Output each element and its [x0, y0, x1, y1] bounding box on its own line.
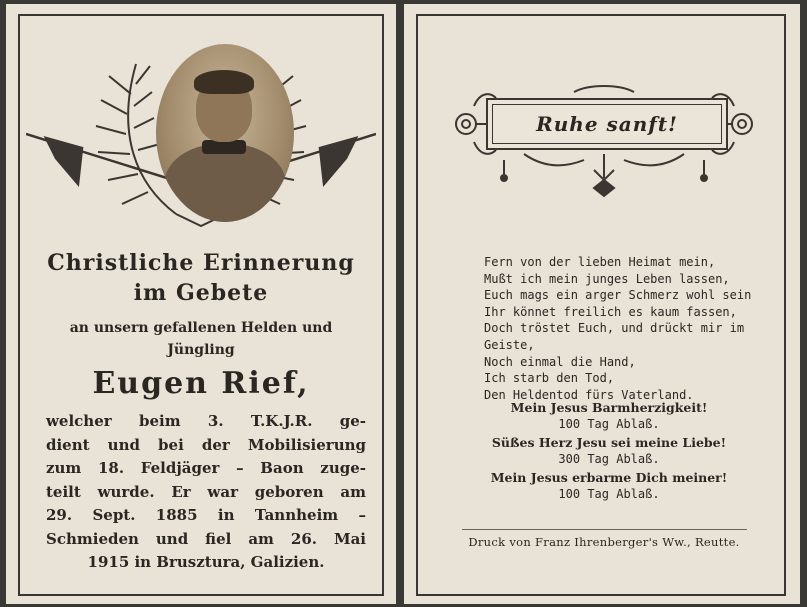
printer-divider [462, 529, 747, 530]
dedication-line1: an unsern gefallenen Helden und [69, 320, 333, 336]
poem-line: Euch mags ein arger Schmerz wohl sein [484, 288, 752, 303]
ornamental-banner [444, 84, 764, 214]
memorial-card-back [404, 4, 800, 604]
memorial-card-front [6, 4, 396, 604]
prayer-text: Süßes Herz Jesu sei meine Liebe! [491, 434, 727, 450]
biography-line: teilt wurde. Er war geboren am [46, 482, 366, 501]
soldier-portrait [156, 44, 294, 222]
biography-line: welcher beim 3. T.K.J.R. ge- [46, 412, 366, 430]
prayer-indulgence: 100 Tag Ablaß. [558, 487, 660, 502]
dedication-line2: Jüngling [167, 342, 235, 358]
portrait-area [26, 34, 376, 234]
biography-line: zum 18. Feldjäger – Baon zuge- [46, 459, 366, 477]
deceased-name: Eugen Rief, [92, 366, 310, 401]
biography-line: 1915 in Brusztura, Galizien. [87, 553, 325, 571]
prayer-text: Mein Jesus erbarme Dich meiner! [490, 469, 728, 485]
prayer-text: Mein Jesus Barmherzigkeit! [510, 400, 708, 415]
poem-line: Noch einmal die Hand, [484, 354, 636, 369]
printer-imprint: Druck von Franz Ihrenberger's Ww., Reutte. [468, 535, 740, 549]
biography-line: Schmieden und fiel am 26. Mai [46, 529, 366, 548]
prayer-indulgence: 300 Tag Ablaß. [558, 452, 660, 467]
banner-text: Ruhe sanft! [536, 112, 678, 136]
card-title-line1: Christliche Erinnerung [47, 250, 355, 276]
poem-line: Ich starb den Tod, [484, 371, 615, 386]
poem-line: Fern von der lieben Heimat mein, [484, 255, 716, 269]
poem-line: Mußt ich mein junges Leben lassen, [484, 271, 730, 286]
banner-frame [486, 98, 728, 150]
prayer-indulgence: 100 Tag Ablaß. [558, 417, 660, 432]
biography-line: 29. Sept. 1885 in Tannheim – [46, 506, 366, 524]
biography-line: dient und bei der Mobilisierung [46, 435, 366, 454]
card-title-line2: im Gebete [133, 280, 269, 306]
poem-line: Ihr könnet freilich es kaum fassen, [484, 304, 737, 319]
biography [46, 410, 366, 575]
memorial-poem [484, 254, 764, 403]
prayers [444, 399, 774, 503]
poem-line: Doch tröstet Euch, und drückt mir im Geiste, [484, 321, 745, 352]
poem-line: Den Heldentod fürs Vaterland. [484, 387, 694, 402]
